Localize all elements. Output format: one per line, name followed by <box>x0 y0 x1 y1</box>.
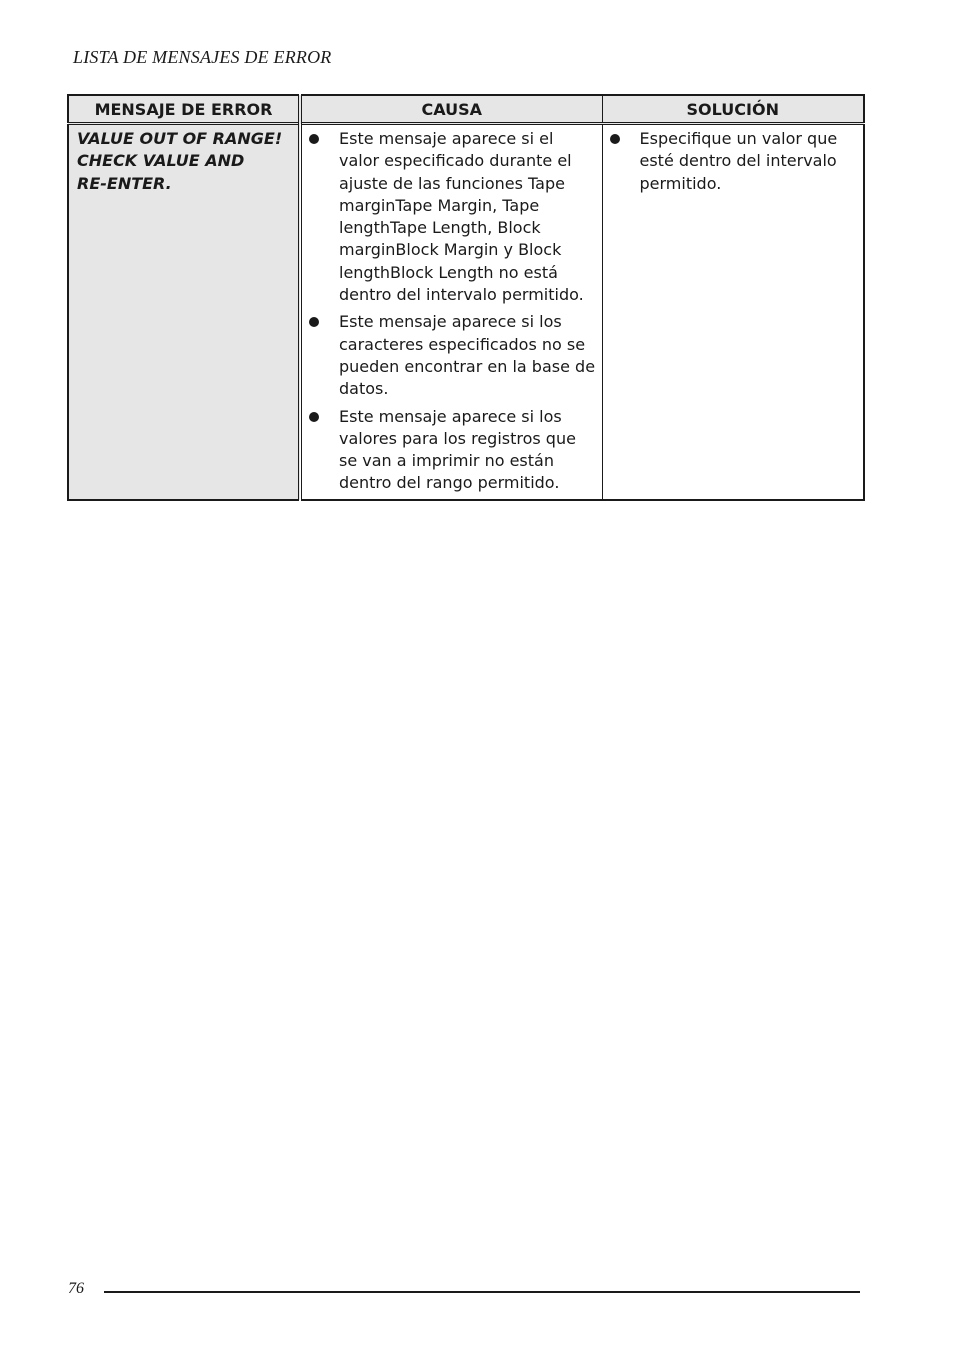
table-header-row <box>68 95 864 124</box>
solution-cell <box>602 124 864 500</box>
error-message-line: VALUE OUT OF RANGE! <box>77 129 283 148</box>
list-item <box>603 128 858 195</box>
bullet-icon <box>309 317 319 327</box>
error-message-table <box>67 94 865 501</box>
cause-text: Este mensaje aparece si los valores para los registros que se van a imprimir no están dentro del rango permitido. <box>339 406 576 493</box>
table-row <box>68 124 864 500</box>
bullet-icon <box>309 134 319 144</box>
bullet-icon <box>610 134 620 144</box>
error-message-line: RE-ENTER. <box>77 173 172 193</box>
footer-divider <box>104 1291 860 1293</box>
cause-text: Este mensaje aparece si los caracteres especificados no se pueden encontrar en la base de datos. <box>339 312 596 399</box>
error-message-cell <box>68 124 300 500</box>
cause-cell <box>300 124 602 500</box>
header-cause: CAUSA <box>300 95 602 124</box>
cause-text: Este mensaje aparece si el valor especificado durante el ajuste de las funciones Tape marginTape Margin, Tape lengthTape Length, Block marginBlock Margin y Block lengthBlock Length no está dentro del intervalo permitido. <box>339 129 584 305</box>
list-item <box>302 406 596 495</box>
error-message-line: CHECK VALUE AND <box>77 151 245 171</box>
list-item <box>302 311 596 400</box>
cause-list <box>302 125 602 499</box>
section-heading: LISTA DE MENSAJES DE ERROR <box>73 47 332 67</box>
header-error-message: MENSAJE DE ERROR <box>68 95 300 124</box>
solution-text: Especifique un valor que esté dentro del intervalo permitido. <box>639 129 838 193</box>
page-number: 76 <box>68 1280 84 1297</box>
list-item <box>302 128 596 306</box>
bullet-icon <box>309 412 319 422</box>
solution-list <box>603 125 864 199</box>
header-solution: SOLUCIÓN <box>602 95 864 124</box>
